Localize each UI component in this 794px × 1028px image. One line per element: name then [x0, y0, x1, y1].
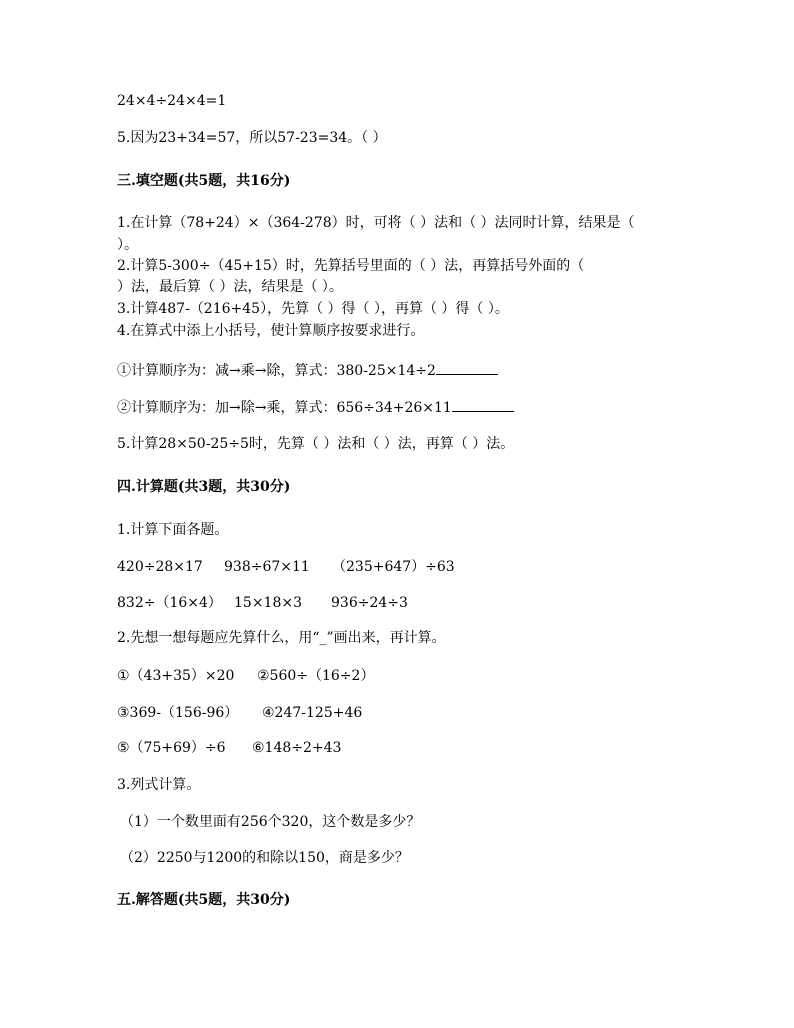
expression: （235+647）÷63 [332, 559, 455, 575]
calc-question-1-row-2 [117, 594, 408, 612]
answer-blank[interactable] [452, 397, 514, 412]
calc-question-2-row-2 [117, 704, 362, 722]
expression: ③369-（156-96） [117, 705, 239, 721]
fill-question-3: 3.计算487-（216+45），先算（ ）得（ ），再算（ ）得（ ）。 [117, 301, 509, 317]
calc-question-2-row-3 [117, 739, 341, 757]
calc-question-1-row-1 [117, 558, 455, 576]
expression: 420÷28×17 [117, 559, 203, 575]
prev-question-tail: 24×4÷24×4=1 [117, 93, 227, 109]
calc-question-2: 2.先想一想每题应先算什么，用“_”画出来，再计算。 [117, 630, 446, 646]
expression: ④247-125+46 [262, 705, 363, 721]
expression: ②560÷（16÷2） [257, 668, 375, 684]
fill-question-2-line1: 2.计算5-300÷（45+15）时，先算括号里面的（ ）法，再算括号外面的（ [117, 258, 585, 274]
fill-question-2-line2: ）法，最后算（ ）法，结果是（ ）。 [117, 279, 343, 295]
expression: ⑤（75+69）÷6 [117, 740, 226, 756]
fill-question-5: 5.计算28×50-25÷5时，先算（ ）法和（ ）法，再算（ ）法。 [117, 436, 515, 452]
calc-question-3-item-2: （2）2250与1200的和除以150，商是多少？ [120, 850, 409, 866]
calc-question-3-item-1: （1）一个数里面有256个320，这个数是多少？ [120, 814, 421, 830]
answer-blank[interactable] [436, 360, 498, 375]
expression: 936÷24÷3 [331, 595, 408, 611]
calc-question-1: 1.计算下面各题。 [117, 522, 229, 538]
fill-question-1-line2: ）。 [117, 237, 138, 253]
expression: 832÷（16×4） [117, 595, 222, 611]
fill-question-4-item-2 [117, 397, 514, 417]
fill-question-1-line1: 1.在计算（78+24）×（364-278）时，可将（ ）法和（ ）法同时计算，结果是（ [117, 215, 635, 231]
fill-question-4-item-1-text: ①计算顺序为：减→乘→除，算式：380-25×14÷2 [117, 363, 436, 379]
expression: 938÷67×11 [224, 559, 310, 575]
section-heading-fill-blank: 三.填空题(共5题，共16分) [117, 173, 291, 189]
fill-question-4-item-2-text: ②计算顺序为：加→除→乘，算式：656÷34+26×11 [117, 400, 452, 416]
expression: 15×18×3 [234, 595, 302, 611]
fill-question-4: 4.在算式中添上小括号，使计算顺序按要求进行。 [117, 323, 425, 339]
calc-question-2-row-1 [117, 667, 374, 685]
expression: ⑥148÷2+43 [252, 740, 342, 756]
expression: ①（43+35）×20 [117, 668, 235, 684]
fill-question-4-item-1 [117, 360, 498, 380]
calc-question-3: 3.列式计算。 [117, 777, 201, 793]
section-heading-word-problems: 五.解答题(共5题，共30分) [117, 892, 291, 908]
section-heading-calculation: 四.计算题(共3题，共30分) [117, 479, 291, 495]
judge-question-5: 5.因为23+34=57，所以57-23=34。（ ） [117, 130, 387, 146]
